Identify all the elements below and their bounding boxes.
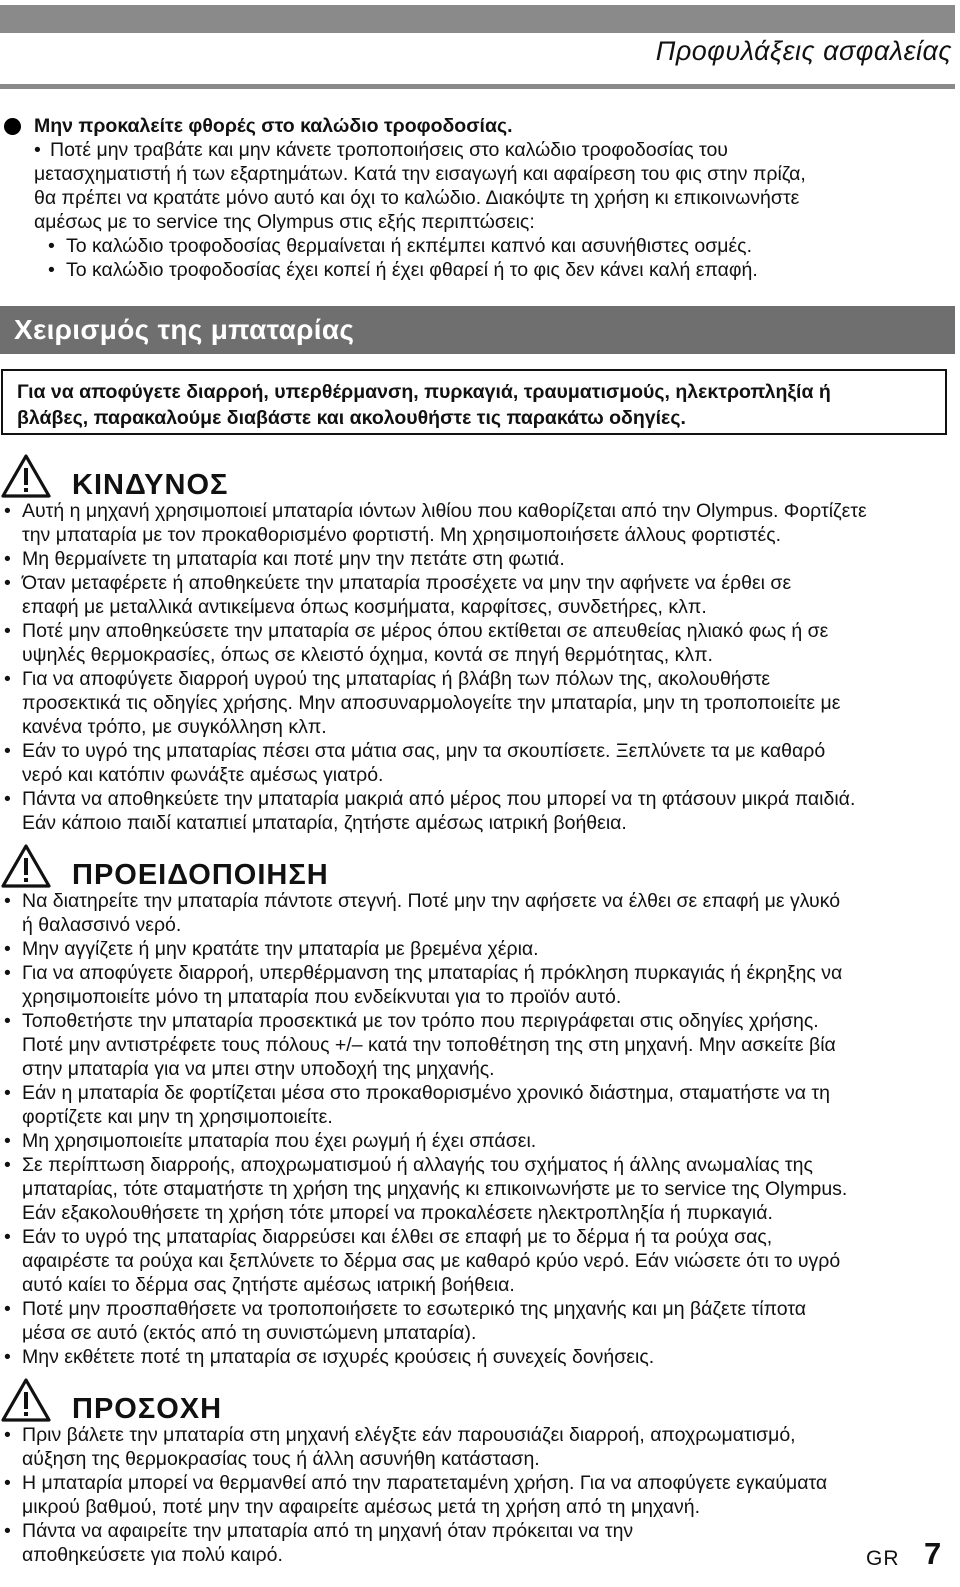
list-item-line: Όταν μεταφέρετε ή αποθηκεύετε την μπαταρία προσέχετε να μην την αφήνετε να έρθει σε bbox=[22, 572, 792, 594]
warning-triangle-icon bbox=[0, 453, 52, 499]
list-item-line: Για να αποφύγετε διαρροή, υπερθέρμανση της μπαταρίας ή πρόκληση πυρκαγιάς ή έκρηξης να bbox=[22, 962, 843, 984]
danger-heading bbox=[0, 453, 955, 499]
list-item-line: Πριν βάλετε την μπαταρία στη μηχανή ελέγξτε εάν παρουσιάζει διαρροή, αποχρωματισμό, bbox=[22, 1424, 796, 1446]
list-item-line: νερό και κατόπιν φωνάξτε αμέσως γιατρό. bbox=[22, 764, 384, 786]
list-item-line: Τοποθετήστε την μπαταρία προσεκτικά με τον τρόπο που περιγράφεται στις οδηγίες χρήσης. bbox=[22, 1010, 819, 1032]
power-cord-text-line: αμέσως με το service της Olympus στις εξής περιπτώσεις: bbox=[34, 211, 535, 233]
notice-line: Για να αποφύγετε διαρροή, υπερθέρμανση, πυρκαγιά, τραυματισμούς, ηλεκτροπληξία ή bbox=[17, 381, 831, 403]
sub-bullet-text: Το καλώδιο τροφοδοσίας θερμαίνεται ή εκπέμπει καπνό και ασυνήθιστες οσμές. bbox=[66, 235, 752, 257]
list-item-text bbox=[22, 1297, 955, 1345]
list-item-line: Μη θερμαίνετε τη μπαταρία και ποτέ μην την πετάτε στη φωτιά. bbox=[22, 548, 565, 570]
list-item-text bbox=[22, 571, 955, 619]
bullet: • bbox=[48, 259, 55, 281]
list-item bbox=[0, 1423, 955, 1471]
bullet: • bbox=[4, 740, 11, 762]
list-item bbox=[0, 961, 955, 1009]
list-item bbox=[0, 739, 955, 787]
list-item-text bbox=[22, 547, 955, 571]
list-item bbox=[0, 1345, 955, 1369]
bullet: • bbox=[4, 938, 11, 960]
list-item-text bbox=[22, 499, 955, 547]
list-item bbox=[0, 889, 955, 937]
section-title: Χειρισμός της μπαταρίας bbox=[14, 314, 355, 345]
danger-label: ΚΙΝΔΥΝΟΣ bbox=[72, 469, 229, 501]
bullet: • bbox=[48, 235, 55, 257]
list-item-line: φορτίζετε και μην τη χρησιμοποιείτε. bbox=[22, 1106, 333, 1128]
list-item-line: υψηλές θερμοκρασίες, όπως σε κλειστό όχημα, κοντά σε πηγή θερμότητας, κλπ. bbox=[22, 644, 713, 666]
list-item-text bbox=[22, 1129, 955, 1153]
list-item-text bbox=[22, 1345, 955, 1369]
list-item-line: Εάν εξακολουθήσετε τη χρήση τότε μπορεί να προκαλέσετε ηλεκτροπληξία ή πυρκαγιά. bbox=[22, 1202, 773, 1224]
list-item-text bbox=[22, 1153, 955, 1225]
danger-list bbox=[0, 499, 955, 835]
list-item bbox=[0, 499, 955, 547]
power-cord-heading-text: Μην προκαλείτε φθορές στο καλώδιο τροφοδοσίας. bbox=[34, 115, 513, 137]
power-cord-section bbox=[4, 114, 954, 282]
list-item bbox=[0, 1153, 955, 1225]
list-item bbox=[0, 667, 955, 739]
list-item-line: Να διατηρείτε την μπαταρία πάντοτε στεγνή. Ποτέ μην την αφήσετε να έλθει σε επαφή με γλυκό bbox=[22, 890, 841, 912]
list-item-line: αύξηση της θερμοκρασίας τους ή άλλη ασυνήθη κατάσταση. bbox=[22, 1448, 540, 1470]
bullet: • bbox=[4, 620, 11, 642]
list-item bbox=[0, 547, 955, 571]
warning-heading bbox=[0, 843, 955, 889]
power-cord-sub-bullet bbox=[48, 234, 954, 258]
power-cord-text-line: μετασχηματιστή ή των εξαρτημάτων. Κατά την εισαγωγή και αφαίρεση του φις στην πρίζα, bbox=[34, 163, 806, 185]
list-item-line: την μπαταρία με τον προκαθορισμένο φορτιστή. Μη χρησιμοποιήσετε άλλους φορτιστές. bbox=[22, 524, 782, 546]
list-item-line: μπαταρίας, τότε σταματήστε τη χρήση της μηχανής κι επικοινωνήστε με το service της Olympus. bbox=[22, 1178, 848, 1200]
list-item-line: Ποτέ μην προσπαθήσετε να τροποποιήσετε το εσωτερικό της μηχανής και μη βάζετε τίποτα bbox=[22, 1298, 807, 1320]
list-item-text bbox=[22, 937, 955, 961]
bullet: • bbox=[4, 1010, 11, 1032]
list-item-line: Μην εκθέτετε ποτέ τη μπαταρία σε ισχυρές κρούσεις ή συνεχείς δονήσεις. bbox=[22, 1346, 655, 1368]
caution-list bbox=[0, 1423, 955, 1567]
list-item-text bbox=[22, 1471, 955, 1519]
list-item bbox=[0, 1225, 955, 1297]
warning-triangle-icon bbox=[0, 1377, 52, 1423]
list-item-line: Εάν κάποιο παιδί καταπιεί μπαταρία, ζητήστε αμέσως ιατρική βοήθεια. bbox=[22, 812, 627, 834]
list-item-text bbox=[22, 619, 955, 667]
power-cord-paragraph bbox=[34, 138, 954, 282]
warning-triangle-icon bbox=[0, 843, 52, 889]
list-item-line: ή θαλασσινό νερό. bbox=[22, 914, 182, 936]
page-header-title: Προφυλάξεις ασφαλείας bbox=[655, 36, 952, 66]
bullet: • bbox=[4, 1130, 11, 1152]
list-item-line: Αυτή η μηχανή χρησιμοποιεί μπαταρία ιόντων λιθίου που καθορίζεται από την Olympus. Φορτίζετε bbox=[22, 500, 867, 522]
bullet: • bbox=[4, 788, 11, 810]
list-item-line: κανένα τρόπο, με συγκόλληση κλπ. bbox=[22, 716, 327, 738]
list-item-text bbox=[22, 667, 955, 739]
list-item-line: στην μπαταρία για να μπει στην υποδοχή της μηχανής. bbox=[22, 1058, 495, 1080]
list-item-line: προσεκτικά τις οδηγίες χρήσης. Μην αποσυναρμολογείτε την μπαταρία, μην τη τροποποιείτε με bbox=[22, 692, 841, 714]
list-item-line: Εάν το υγρό της μπαταρίας πέσει στα μάτια σας, μην τα σκουπίσετε. Ξεπλύνετε τα με καθαρό bbox=[22, 740, 826, 762]
power-cord-bullet bbox=[34, 138, 954, 162]
caution-label: ΠΡΟΣΟΧΗ bbox=[72, 1393, 223, 1425]
list-item-line: Πάντα να αποθηκεύετε την μπαταρία μακριά από μέρος που μπορεί να τη φτάσουν μικρά παιδιά. bbox=[22, 788, 856, 810]
power-cord-text-line: θα πρέπει να κρατάτε μόνο αυτό και όχι το καλώδιο. Διακόψτε τη χρήση κι επικοινωνήστε bbox=[34, 187, 800, 209]
list-item-line: Η μπαταρία μπορεί να θερμανθεί από την παρατεταμένη χρήση. Για να αποφύγετε εγκαύματα bbox=[22, 1472, 828, 1494]
bullet: • bbox=[4, 548, 11, 570]
warning-label: ΠΡΟΕΙΔΟΠΟΙΗΣΗ bbox=[72, 859, 329, 891]
bullet: • bbox=[4, 500, 11, 522]
bullet: • bbox=[4, 1226, 11, 1248]
notice-line: βλάβες, παρακαλούμε διαβάστε και ακολουθήστε τις παρακάτω οδηγίες. bbox=[17, 407, 686, 429]
list-item-line: αφαιρέστε τα ρούχα και ξεπλύνετε το δέρμα σας με καθαρό κρύο νερό. Εάν νιώσετε ότι το υγρό bbox=[22, 1250, 841, 1272]
warning-section bbox=[0, 843, 955, 1369]
list-item-line: Μην αγγίζετε ή μην κρατάτε την μπαταρία με βρεμένα χέρια. bbox=[22, 938, 539, 960]
bullet: • bbox=[34, 139, 41, 161]
list-item-text bbox=[22, 961, 955, 1009]
list-item bbox=[0, 1081, 955, 1129]
bullet: • bbox=[4, 668, 11, 690]
list-item-text bbox=[22, 1081, 955, 1129]
bullet: • bbox=[4, 1520, 11, 1542]
list-item-line: Για να αποφύγετε διαρροή υγρού της μπαταρίας ή βλάβη των πόλων της, ακολουθήστε bbox=[22, 668, 771, 690]
list-item-line: μικρού βαθμού, ποτέ μην την αφαιρείτε αμέσως μετά τη χρήση από τη μηχανή. bbox=[22, 1496, 701, 1518]
caution-heading bbox=[0, 1377, 955, 1423]
list-item bbox=[0, 787, 955, 835]
bullet: • bbox=[4, 890, 11, 912]
section-heading-bar bbox=[0, 306, 955, 354]
list-item bbox=[0, 937, 955, 961]
footer-language-code: GR bbox=[866, 1547, 900, 1570]
list-item-text bbox=[22, 1423, 955, 1471]
list-item bbox=[0, 1009, 955, 1081]
list-item-text bbox=[22, 739, 955, 787]
power-cord-sub-bullet bbox=[48, 258, 954, 282]
header-top-bar bbox=[0, 5, 955, 33]
list-item-line: Μη χρησιμοποιείτε μπαταρία που έχει ρωγμή ή έχει σπάσει. bbox=[22, 1130, 537, 1152]
list-item-line: επαφή με μεταλλικά αντικείμενα όπως κοσμήματα, καρφίτσες, συνδετήρες, κλπ. bbox=[22, 596, 707, 618]
bullet: • bbox=[4, 962, 11, 984]
power-cord-bullet-line: Ποτέ μην τραβάτε και μην κάνετε τροποποιήσεις στο καλώδιο τροφοδοσίας του bbox=[50, 139, 728, 161]
bullet: • bbox=[4, 1424, 11, 1446]
list-item bbox=[0, 1519, 955, 1567]
list-item bbox=[0, 1471, 955, 1519]
bullet: • bbox=[4, 1472, 11, 1494]
list-item-line: Σε περίπτωση διαρροής, αποχρωματισμού ή αλλαγής του σχήματος ή άλλης ανωμαλίας της bbox=[22, 1154, 813, 1176]
bullet: • bbox=[4, 572, 11, 594]
list-item-text bbox=[22, 889, 955, 937]
list-item bbox=[0, 1297, 955, 1345]
page-number: 7 bbox=[924, 1536, 942, 1571]
list-item-line: Πάντα να αφαιρείτε την μπαταρία από τη μηχανή όταν πρόκειται να την bbox=[22, 1520, 634, 1542]
power-cord-heading bbox=[4, 114, 954, 138]
list-item-text bbox=[22, 1009, 955, 1081]
notice-box bbox=[1, 369, 947, 435]
filled-circle-icon bbox=[4, 118, 21, 135]
list-item-line: Εάν η μπαταρία δε φορτίζεται μέσα στο προκαθορισμένο χρονικό διάστημα, σταματήστε να τη bbox=[22, 1082, 830, 1104]
bullet: • bbox=[4, 1346, 11, 1368]
sub-bullet-text: Το καλώδιο τροφοδοσίας έχει κοπεί ή έχει φθαρεί ή το φις δεν κάνει καλή επαφή. bbox=[66, 259, 758, 281]
header-rule bbox=[0, 84, 955, 89]
danger-section bbox=[0, 453, 955, 835]
bullet: • bbox=[4, 1082, 11, 1104]
list-item bbox=[0, 1129, 955, 1153]
list-item-text bbox=[22, 787, 955, 835]
list-item-line: Ποτέ μην αντιστρέφετε τους πόλους +/– κατά την τοποθέτηση της στη μηχανή. Μην ασκείτε βία bbox=[22, 1034, 836, 1056]
list-item-line: Ποτέ μην αποθηκεύσετε την μπαταρία σε μέρος όπου εκτίθεται σε απευθείας ηλιακό φως ή σε bbox=[22, 620, 829, 642]
list-item-line: αποθηκεύσετε για πολύ καιρό. bbox=[22, 1544, 283, 1566]
caution-section bbox=[0, 1377, 955, 1567]
bullet: • bbox=[4, 1154, 11, 1176]
list-item-line: χρησιμοποιείτε μόνο τη μπαταρία που ενδείκνυται για το προϊόν αυτό. bbox=[22, 986, 622, 1008]
bullet: • bbox=[4, 1298, 11, 1320]
list-item bbox=[0, 619, 955, 667]
list-item-text bbox=[22, 1225, 955, 1297]
list-item-text bbox=[22, 1519, 955, 1567]
list-item-line: Εάν το υγρό της μπαταρίας διαρρεύσει και έλθει σε επαφή με το δέρμα ή τα ρούχα σας, bbox=[22, 1226, 773, 1248]
warning-list bbox=[0, 889, 955, 1369]
list-item bbox=[0, 571, 955, 619]
list-item-line: αυτό καίει το δέρμα σας ζητήστε αμέσως ιατρική βοήθεια. bbox=[22, 1274, 515, 1296]
list-item-line: μέσα σε αυτό (εκτός από τη συνιστώμενη μπαταρία). bbox=[22, 1322, 477, 1344]
